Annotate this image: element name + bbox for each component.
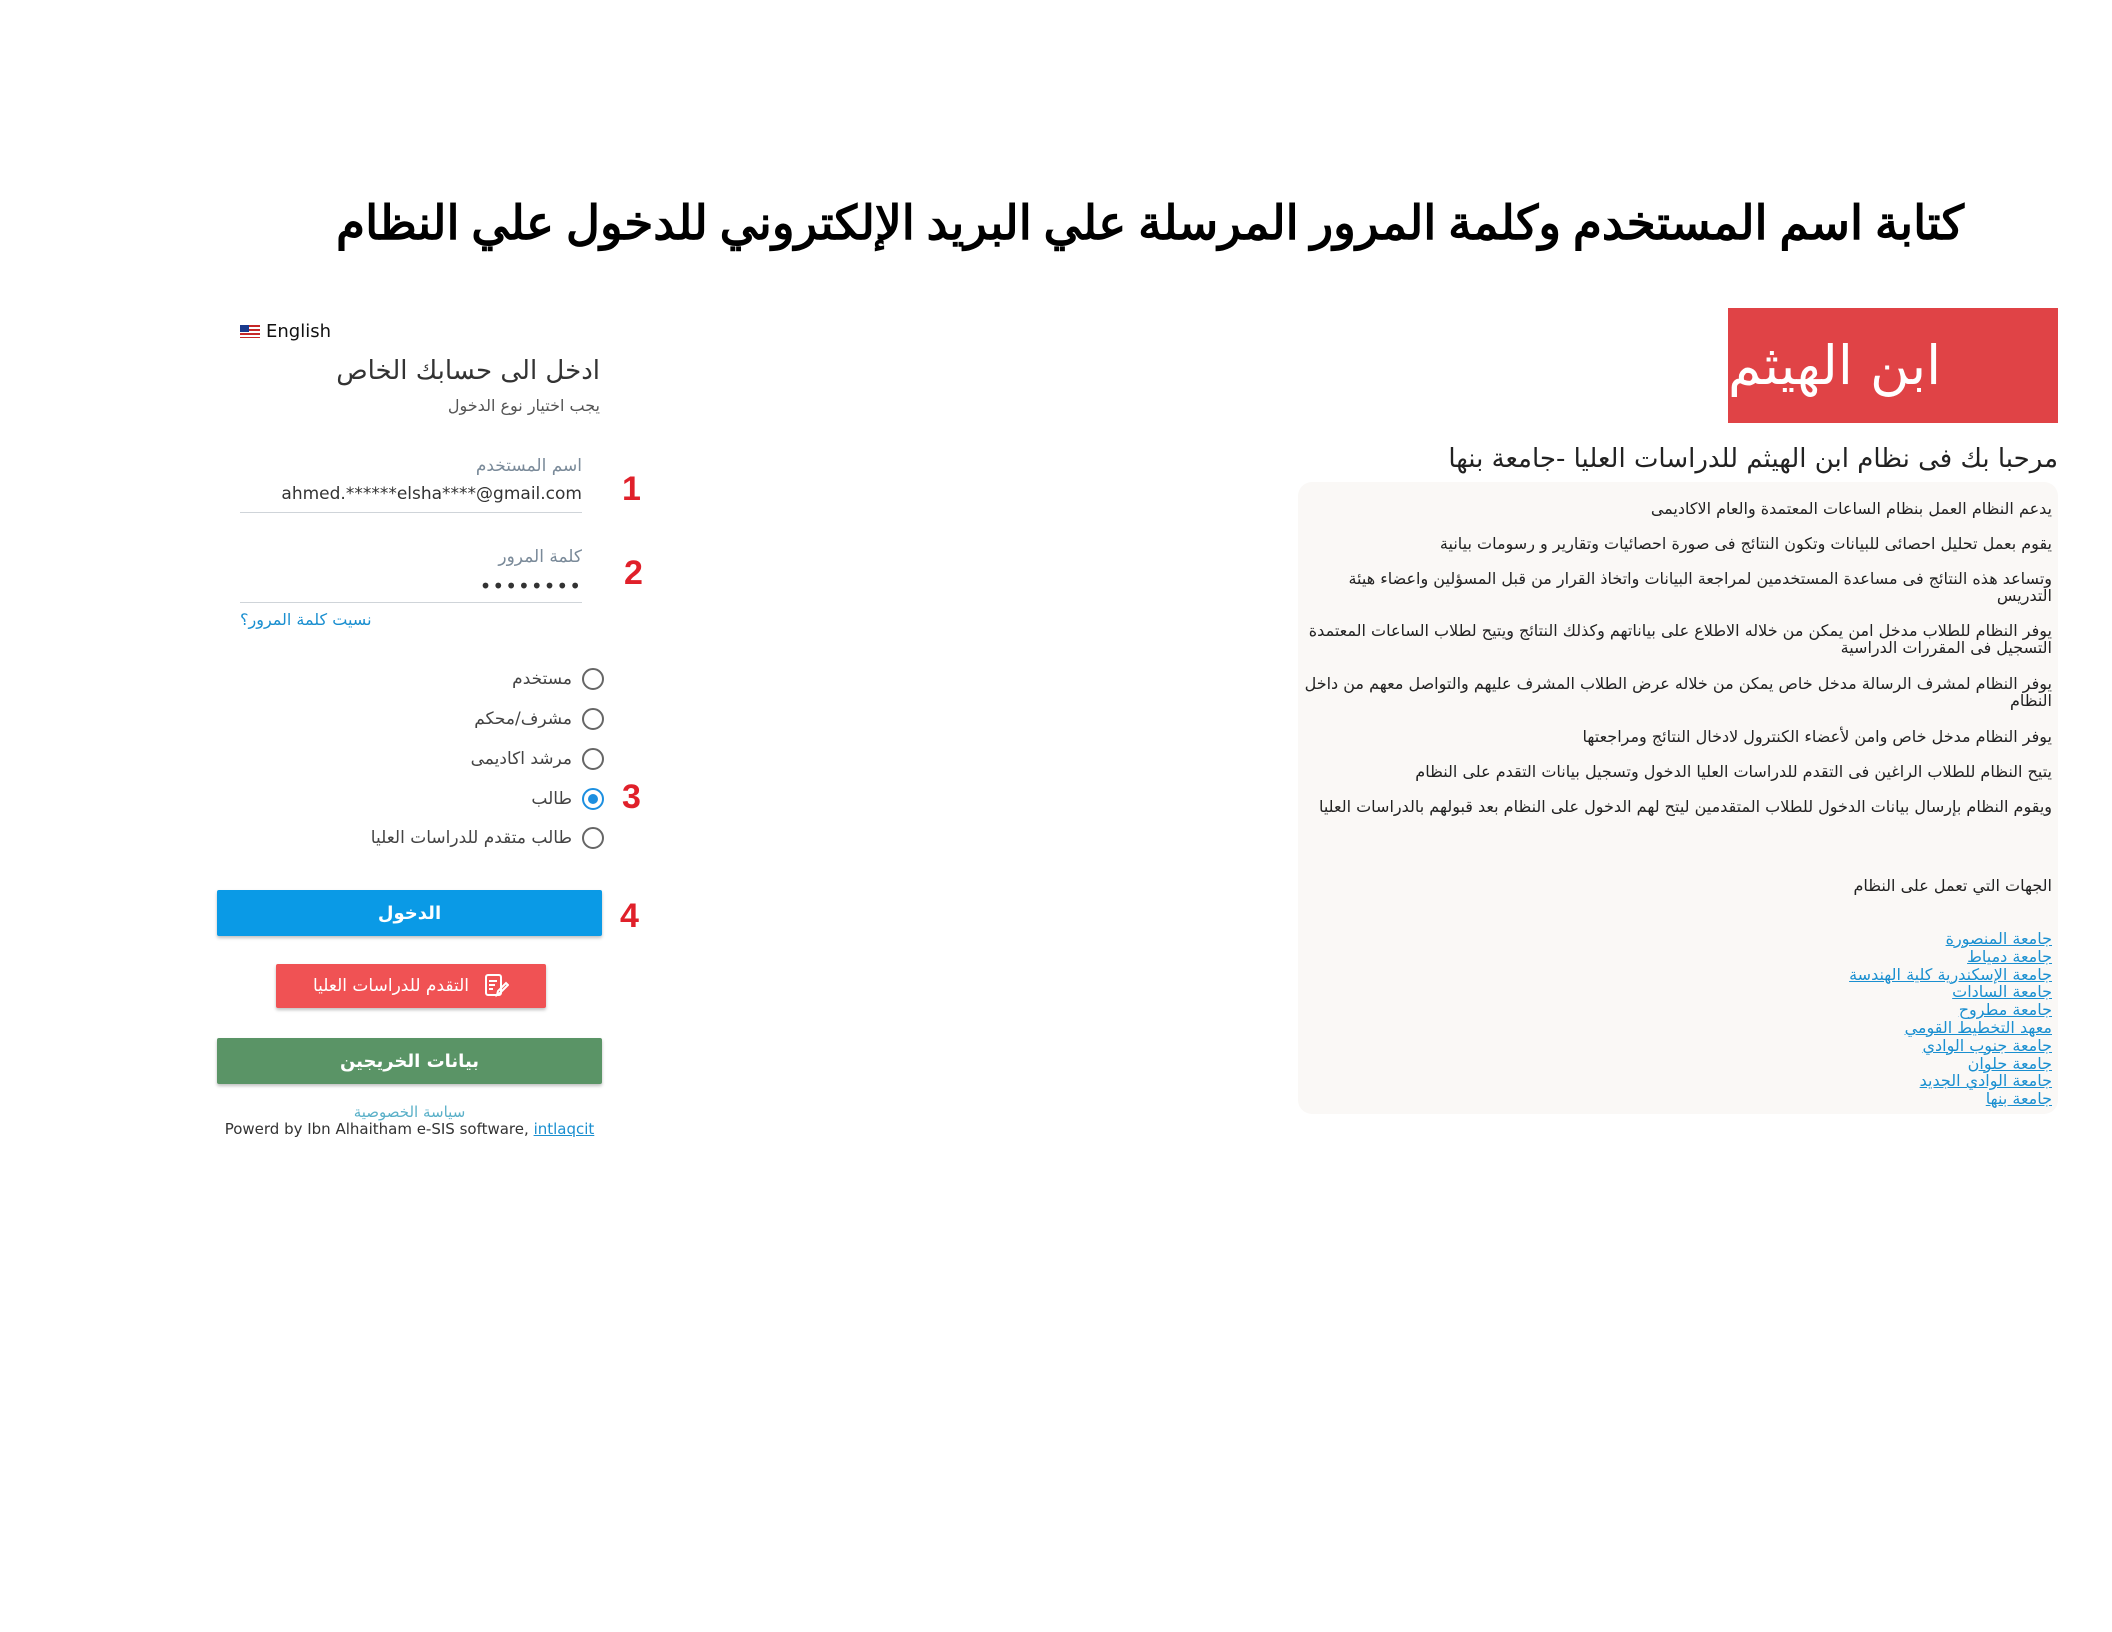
feature-item: يوفر النظام للطلاب مدخل امن يمكن من خلاله الاطلاع على بياناتهم وكذلك النتائج ويتيح لطلاب الساعات المعتمدة التسجيل فى المقررات الدراسية xyxy=(1308,621,2052,657)
org-link[interactable]: جامعة حلوان xyxy=(1967,1053,2052,1073)
powered-text: Powerd by Ibn Alhaitham e-SIS software, xyxy=(224,1120,529,1138)
powered-by xyxy=(217,1120,602,1138)
radio-circle-selected[interactable] xyxy=(582,788,604,810)
radio-circle[interactable] xyxy=(582,748,604,770)
username-input[interactable]: ahmed.******elsha****@gmail.com xyxy=(240,484,582,513)
organizations-list xyxy=(1849,930,2052,1108)
radio-circle[interactable] xyxy=(582,668,604,690)
radio-label: مرشد اكاديمى xyxy=(470,749,572,769)
edit-document-icon xyxy=(483,973,509,999)
org-link[interactable]: جامعة الإسكندرية كلية الهندسة xyxy=(1849,964,2052,984)
radio-circle[interactable] xyxy=(582,827,604,849)
step-marker-4: 4 xyxy=(620,897,639,935)
language-label: English xyxy=(266,321,331,342)
feature-item: يوفر النظام لمشرف الرسالة مدخل خاص يمكن من خلاله عرض الطلاب المشرف عليهم والتواصل معهم من داخل النظام xyxy=(1304,674,2052,710)
apply-graduate-studies-button[interactable] xyxy=(276,964,546,1008)
document-heading: كتابة اسم المستخدم وكلمة المرور المرسلة علي البريد الإلكتروني للدخول علي النظام xyxy=(336,198,1964,250)
login-button[interactable]: الدخول xyxy=(217,890,602,936)
radio-student[interactable] xyxy=(531,788,604,810)
radio-user[interactable] xyxy=(512,668,604,690)
language-switch[interactable] xyxy=(240,321,331,342)
vendor-link[interactable]: intlaqcit xyxy=(533,1120,595,1138)
login-title: ادخل الى حسابك الخاص xyxy=(336,356,600,386)
us-flag-icon xyxy=(240,325,260,338)
radio-label: مستخدم xyxy=(512,669,572,689)
radio-applicant[interactable] xyxy=(371,827,604,849)
forgot-password-link[interactable]: نسيت كلمة المرور؟ xyxy=(240,610,372,629)
feature-item: يوفر النظام مدخل خاص وامن لأعضاء الكنترول لادخال النتائج ومراجعتها xyxy=(1582,727,2052,746)
radio-supervisor[interactable] xyxy=(474,708,604,730)
step-marker-3: 3 xyxy=(622,778,641,816)
feature-item: يدعم النظام العمل بنظام الساعات المعتمدة والعام الاكاديمى xyxy=(1650,499,2052,518)
radio-label: طالب متقدم للدراسات العليا xyxy=(370,828,572,848)
graduates-data-button[interactable]: بيانات الخريجين xyxy=(217,1038,602,1084)
org-link[interactable]: معهد التخطيط القومي xyxy=(1904,1017,2052,1037)
features-panel xyxy=(1298,482,2058,1114)
org-link[interactable]: جامعة جنوب الوادي xyxy=(1922,1035,2052,1055)
apply-button-label: التقدم للدراسات العليا xyxy=(312,976,470,996)
username-label: اسم المستخدم xyxy=(475,456,582,476)
privacy-policy-link[interactable]: سياسة الخصوصية xyxy=(353,1103,466,1121)
org-link[interactable]: جامعة بنها xyxy=(1985,1089,2052,1109)
radio-label: مشرف/محكم xyxy=(474,709,572,729)
radio-circle[interactable] xyxy=(582,708,604,730)
step-marker-1: 1 xyxy=(622,470,641,508)
feature-item: ويقوم النظام بإرسال بيانات الدخول للطلاب المتقدمين ليتح لهم الدخول على النظام بعد قبولهم بالدراسات العليا xyxy=(1318,797,2052,816)
org-link[interactable]: جامعة المنصورة xyxy=(1945,929,2052,948)
feature-item: يقوم بعمل تحليل احصائى للبيانات وتكون النتائج فى صورة احصائيات وتقارير و رسومات بيانية xyxy=(1439,534,2052,553)
org-link[interactable]: جامعة السادات xyxy=(1952,982,2052,1002)
welcome-heading: مرحبا بك فى نظام ابن الهيثم للدراسات العليا -جامعة بنها xyxy=(1448,444,2058,474)
org-link[interactable]: جامعة دمياط xyxy=(1967,946,2052,966)
org-link[interactable]: جامعة الوادي الجديد xyxy=(1919,1071,2052,1091)
brand-banner: ابن الهيثم xyxy=(1728,308,2058,423)
password-label: كلمة المرور xyxy=(498,547,582,567)
step-marker-2: 2 xyxy=(624,554,643,592)
org-link[interactable]: جامعة مطروح xyxy=(1958,1000,2052,1020)
organizations-title: الجهات التي تعمل على النظام xyxy=(1853,876,2052,895)
login-subtitle: يجب اختيار نوع الدخول xyxy=(447,396,600,415)
password-input[interactable]: •••••••• xyxy=(240,574,582,603)
radio-label: طالب xyxy=(531,789,572,809)
radio-advisor[interactable] xyxy=(471,748,604,770)
feature-item: وتساعد هذه النتائج فى مساعدة المستخدمين لمراجعة البيانات واتخاذ القرار من قبل المسؤلين واعضاء هيئة التدريس xyxy=(1348,569,2052,605)
feature-item: يتيح النظام للطلاب الراغين فى التقدم للدراسات العليا الدخول وتسجيل بيانات التقدم على النظام xyxy=(1415,762,2052,781)
